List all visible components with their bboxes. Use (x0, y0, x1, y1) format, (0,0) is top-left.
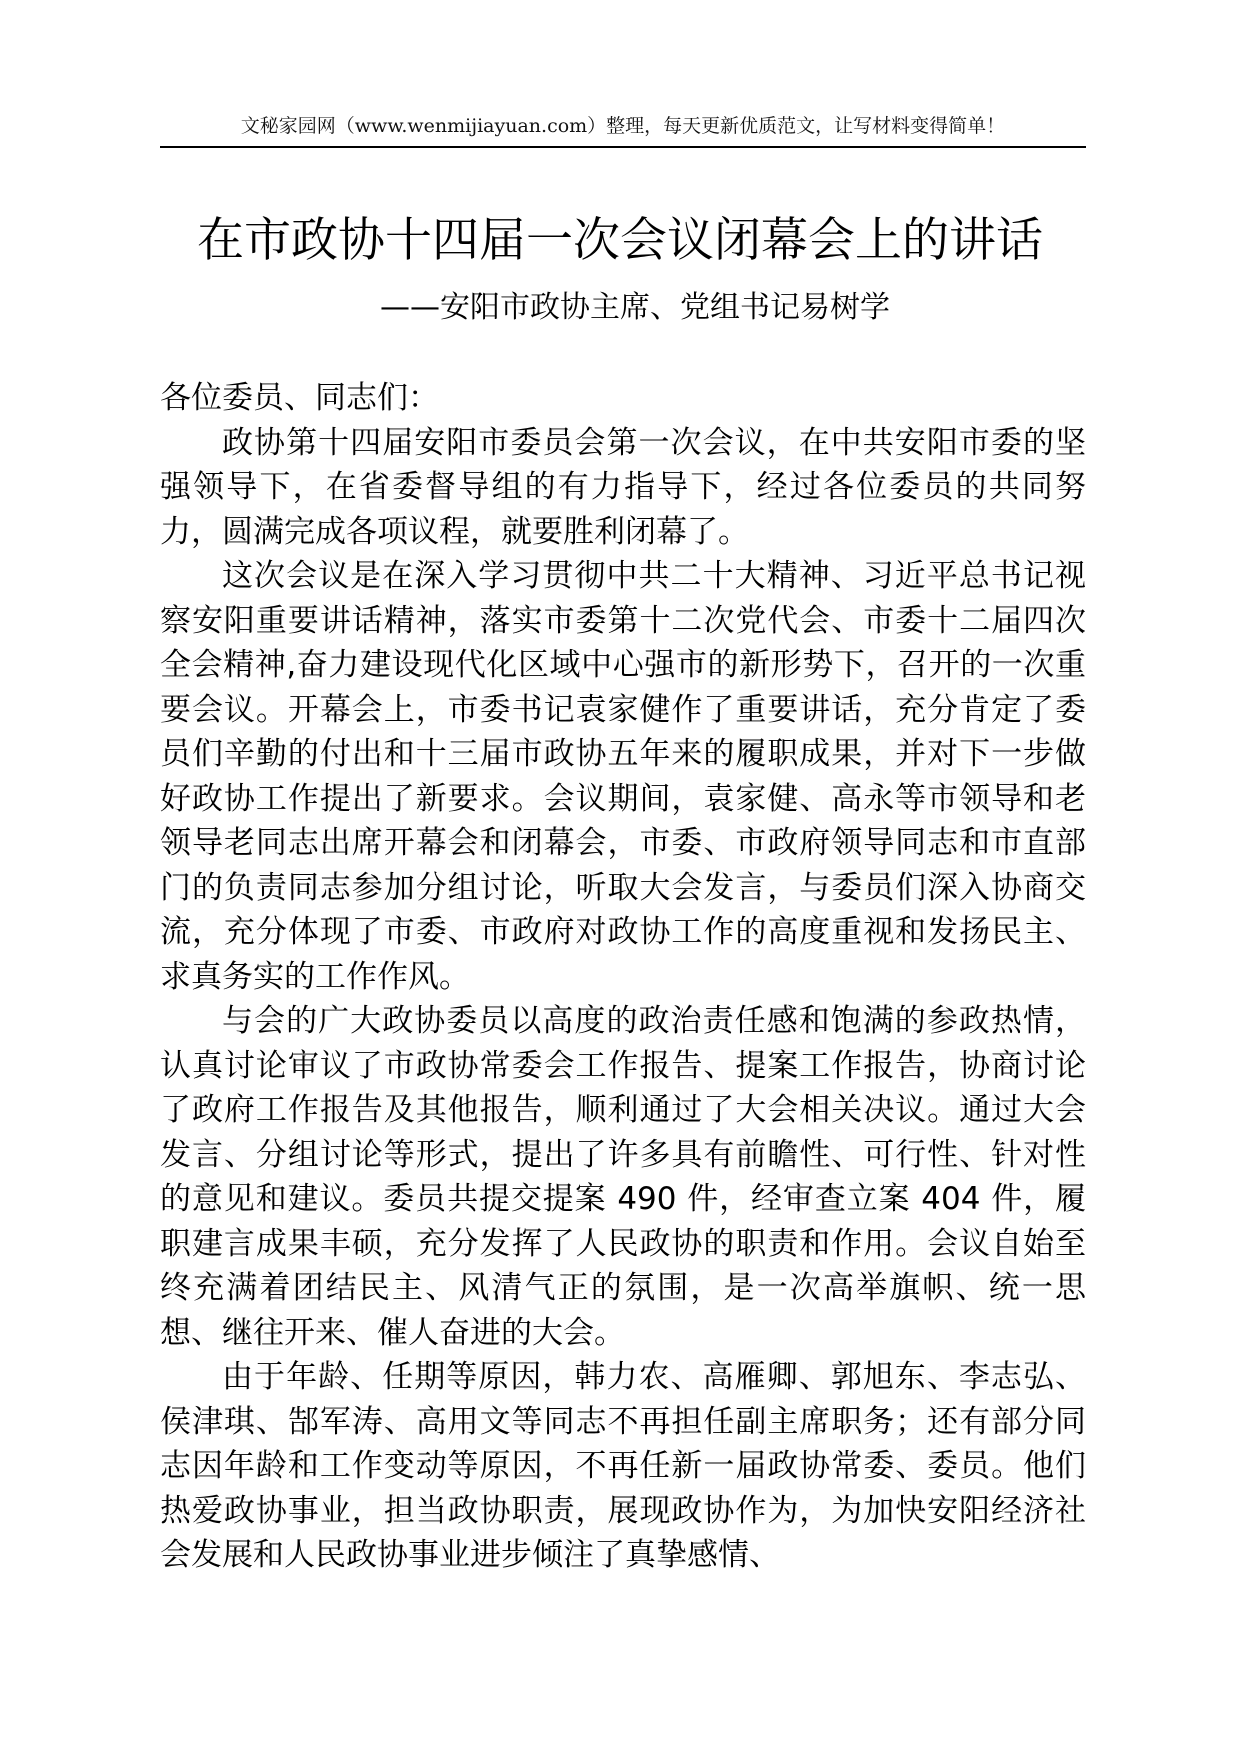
body-paragraph: 政协第十四届安阳市委员会第一次会议，在中共安阳市委的坚强领导下，在省委督导组的有力指导下，经过各位委员的共同努力，圆满完成各项议程，就要胜利闭幕了。 (160, 424, 1086, 550)
body-paragraph: 与会的广大政协委员以高度的政治责任感和饱满的参政热情，认真讨论审议了市政协常委会工作报告、提案工作报告，协商讨论了政府工作报告及其他报告，顺利通过了大会相关决议。通过大会发言、分组讨论等形式，提出了许多具有前瞻性、可行性、针对性的意见和建议。委员共提交提案 490 件，经审查立案 404 件，履职建言成果丰硕，充分发挥了人民政协的职责和作用。会议自始至终充满着团结民主、风清气正的氛围，是一次高举旗帜、统一思想、继往开来、催人奋进的大会。 (160, 1003, 1086, 1351)
document-body (160, 376, 1086, 1578)
page-header: 文秘家园网（www.wenmijiayuan.com）整理，每天更新优质范文，让写材料变得简单！ (240, 115, 1006, 137)
document-subtitle: ——安阳市政协主席、党组书记易树学 (380, 290, 890, 325)
document-title: 在市政协十四届一次会议闭幕会上的讲话 (197, 213, 1043, 268)
body-paragraph: 由于年龄、任期等原因，韩力农、高雁卿、郭旭东、李志弘、侯津琪、郜军涛、高用文等同志不再担任副主席职务；还有部分同志因年龄和工作变动等原因，不再任新一届政协常委、委员。他们热爱政协事业，担当政协职责，展现政协作为，为加快安阳经济社会发展和人民政协事业进步倾注了真挚感情、 (160, 1359, 1086, 1573)
salutation: 各位委员、同志们： (160, 380, 439, 416)
header-divider (160, 146, 1086, 148)
body-paragraph: 这次会议是在深入学习贯彻中共二十大精神、习近平总书记视察安阳重要讲话精神，落实市委第十二次党代会、市委十二届四次全会精神,奋力建设现代化区域中心强市的新形势下，召开的一次重要会议。开幕会上，市委书记袁家健作了重要讲话，充分肯定了委员们辛勤的付出和十三届市政协五年来的履职成果，并对下一步做好政协工作提出了新要求。会议期间，袁家健、高永等市领导和老领导老同志出席开幕会和闭幕会，市委、市政府领导同志和市直部门的负责同志参加分组讨论，听取大会发言，与委员们深入协商交流，充分体现了市委、市政府对政协工作的高度重视和发扬民主、求真务实的工作作风。 (160, 558, 1086, 995)
